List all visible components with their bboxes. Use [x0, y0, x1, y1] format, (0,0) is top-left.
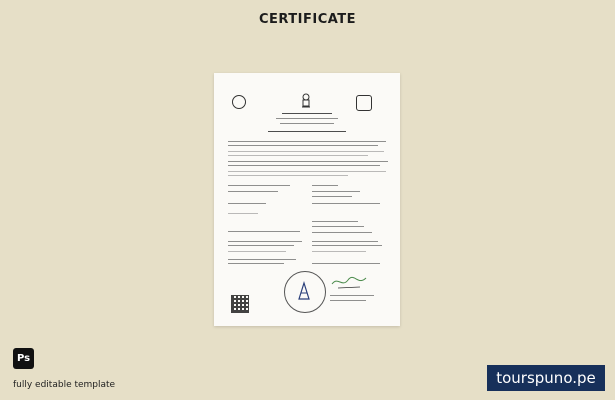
doc-text-line	[228, 213, 258, 214]
doc-text-line	[312, 226, 364, 227]
photoshop-icon: Ps	[13, 348, 34, 369]
doc-text-line	[312, 263, 380, 264]
doc-text-line	[228, 241, 302, 242]
doc-text-line	[330, 295, 374, 296]
doc-text-line	[312, 245, 382, 246]
signature	[330, 272, 370, 292]
brand-logo: tourspuno.pe	[487, 365, 605, 391]
doc-text-line	[312, 191, 360, 192]
national-emblem-icon	[300, 93, 312, 109]
doc-text-line	[228, 145, 378, 146]
doc-text-line	[228, 251, 286, 252]
government-seal-icon	[232, 95, 246, 109]
certificate-preview	[214, 73, 400, 326]
doc-text-line	[228, 259, 296, 260]
doc-text-line	[228, 151, 384, 152]
qr-code	[231, 295, 249, 313]
doc-text-line	[228, 231, 300, 232]
doc-text-line	[228, 263, 284, 264]
doc-text-line	[228, 185, 290, 186]
doc-text-line	[312, 232, 372, 233]
doc-text-line	[228, 171, 386, 172]
doc-text-line	[312, 251, 366, 252]
doc-text-line	[228, 191, 278, 192]
doc-text-line	[312, 196, 352, 197]
doc-text-line	[280, 123, 334, 124]
doc-text-line	[276, 118, 338, 119]
doc-text-line	[228, 175, 348, 176]
doc-text-line	[282, 113, 332, 114]
doc-text-line	[312, 203, 380, 204]
page-title: CERTIFICATE	[258, 12, 357, 27]
temple-emblem-icon	[294, 281, 314, 301]
doc-text-line	[268, 131, 346, 132]
doc-text-line	[312, 221, 358, 222]
template-description: fully editable template	[13, 380, 116, 390]
doc-text-line	[228, 155, 368, 156]
doc-text-line	[228, 245, 294, 246]
doc-text-line	[228, 203, 266, 204]
doc-text-line	[228, 161, 388, 162]
registration-logo-icon	[356, 95, 372, 111]
doc-text-line	[228, 141, 386, 142]
doc-text-line	[312, 185, 338, 186]
doc-text-line	[312, 241, 378, 242]
doc-text-line	[330, 300, 366, 301]
doc-text-line	[228, 165, 380, 166]
